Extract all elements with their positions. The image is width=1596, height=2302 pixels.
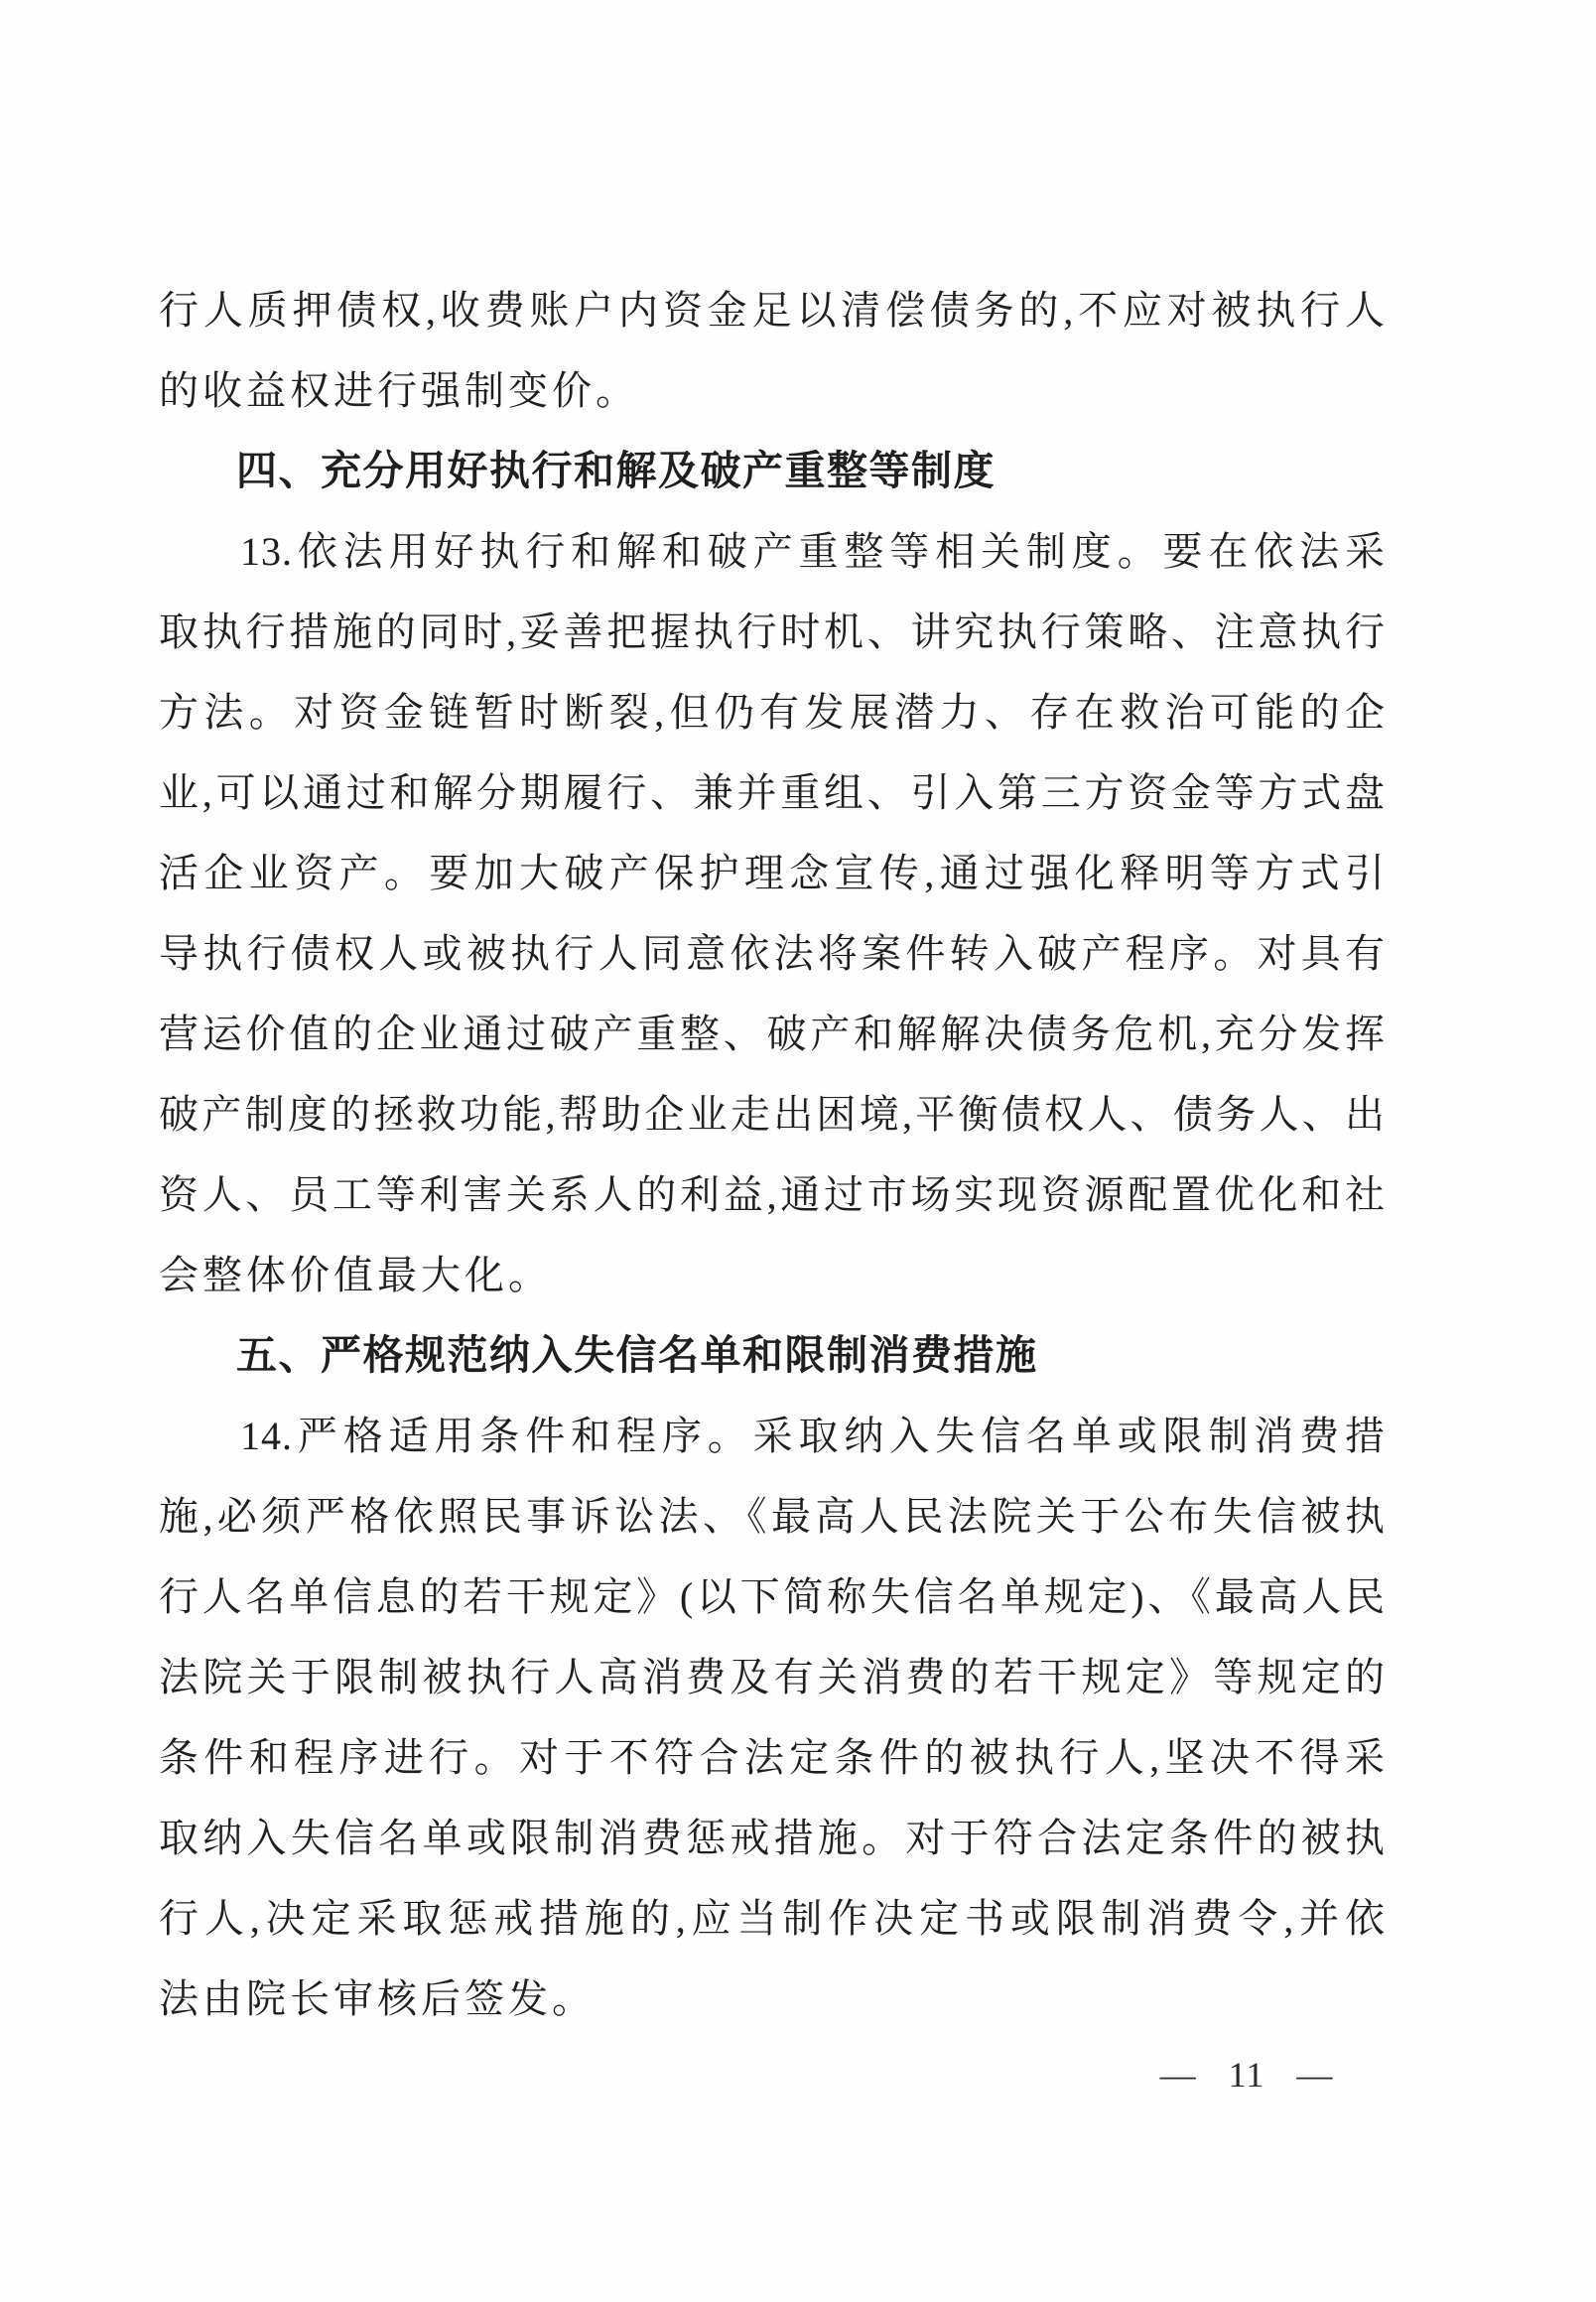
body-line: 的收益权进行强制变价。: [159, 368, 639, 413]
document-body: [159, 270, 1386, 2039]
body-line: 取执行措施的同时,妥善把握执行时机、讲究执行策略、注意执行: [159, 609, 1386, 654]
body-line: 破产制度的拯救功能,帮助企业走出困境,平衡债权人、债务人、出: [159, 1092, 1386, 1137]
body-line: 行人,决定采取惩戒措施的,应当制作决定书或限制消费令,并依: [159, 1896, 1386, 1941]
body-line: 资人、员工等利害关系人的利益,通过市场实现资源配置优化和社: [159, 1172, 1386, 1217]
body-line: 行人质押债权,收费账户内资金足以清偿债务的,不应对被执行人: [159, 288, 1386, 333]
body-line: 法院关于限制被执行人高消费及有关消费的若干规定》等规定的: [159, 1655, 1386, 1699]
body-line: 会整体价值最大化。: [159, 1253, 552, 1297]
section-heading-5: 五、严格规范纳入失信名单和限制消费措施: [236, 1332, 1038, 1378]
body-line: 施,必须严格依照民事诉讼法、《最高人民法院关于公布失信被执: [159, 1494, 1386, 1539]
section-heading-4: 四、充分用好执行和解及破产重整等制度: [236, 448, 996, 493]
body-line: 14.严格适用条件和程序。采取纳入失信名单或限制消费措: [240, 1414, 1386, 1458]
page-number: — 11 —: [1159, 2055, 1334, 2095]
body-line: 方法。对资金链暂时断裂,但仍有发展潜力、存在救治可能的企: [159, 690, 1386, 735]
body-line: 法由院长审核后签发。: [159, 1976, 596, 2021]
body-line: 导执行债权人或被执行人同意依法将案件转入破产程序。对具有: [159, 931, 1386, 976]
body-line: 业,可以通过和解分期履行、兼并重组、引入第三方资金等方式盘: [159, 770, 1386, 815]
body-line: 营运价值的企业通过破产重整、破产和解解决债务危机,充分发挥: [159, 1012, 1386, 1056]
body-line: 取纳入失信名单或限制消费惩戒措施。对于符合法定条件的被执: [159, 1816, 1386, 1860]
body-line: 行人名单信息的若干规定》(以下简称失信名单规定)、《最高人民: [159, 1574, 1386, 1619]
body-line: 活企业资产。要加大破产保护理念宣传,通过强化释明等方式引: [159, 851, 1386, 895]
body-line: 13.依法用好执行和解和破产重整等相关制度。要在依法采: [240, 529, 1386, 574]
body-line: 条件和程序进行。对于不符合法定条件的被执行人,坚决不得采: [159, 1735, 1386, 1780]
